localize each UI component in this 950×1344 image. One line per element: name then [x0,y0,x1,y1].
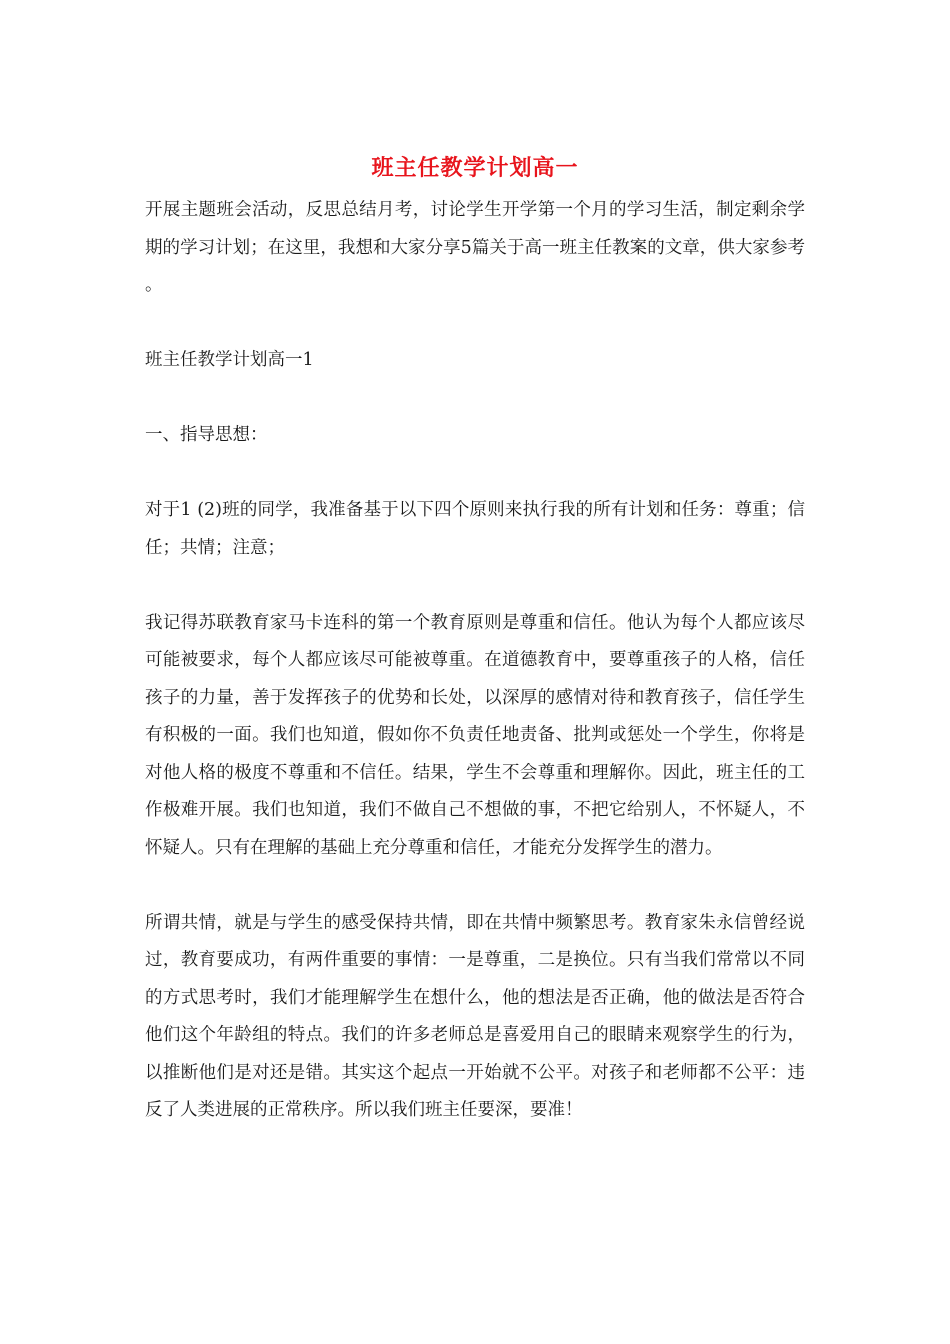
section-heading: 班主任教学计划高一1 [145,350,314,370]
body-paragraph: 对于1 (2)班的同学，我准备基于以下四个原则来执行我的所有计划和任务：尊重；信任；共情；注意； [145,500,805,558]
document-title: 班主任教学计划高一 [371,155,579,181]
intro-paragraph: 开展主题班会活动，反思总结月考，讨论学生开学第一个月的学习生活，制定剩余学期的学习计划；在这里，我想和大家分享5篇关于高一班主任教案的文章，供大家参考。 [145,200,805,295]
subsection-heading: 一、指导思想： [145,425,268,445]
body-paragraph: 我记得苏联教育家马卡连科的第一个教育原则是尊重和信任。他认为每个人都应该尽可能被要求，每个人都应该尽可能被尊重。在道德教育中，要尊重孩子的人格，信任孩子的力量，善于发挥孩子的优势和长处，以深厚的感情对待和教育孩子，信任学生有积极的一面。我们也知道，假如你不负责任地责备、批判或惩处一个学生，你将是对他人格的极度不尊重和不信任。结果，学生不会尊重和理解你。因此，班主任的工作极难开展。我们也知道，我们不做自己不想做的事，不把它给别人，不怀疑人，不怀疑人。只有在理解的基础上充分尊重和信任，才能充分发挥学生的潜力。 [145,612,805,858]
document-body [145,192,805,1130]
body-paragraph: 所谓共情，就是与学生的感受保持共情，即在共情中频繁思考。教育家朱永信曾经说过，教育要成功，有两件重要的事情：一是尊重，二是换位。只有当我们常常以不同的方式思考时，我们才能理解学生在想什么，他的想法是否正确，他的做法是否符合他们这个年龄组的特点。我们的许多老师总是喜爱用自己的眼睛来观察学生的行为，以推断他们是对还是错。其实这个起点一开始就不公平。对孩子和老师都不公平：违反了人类进展的正常秩序。所以我们班主任要深，要准！ [145,912,805,1120]
